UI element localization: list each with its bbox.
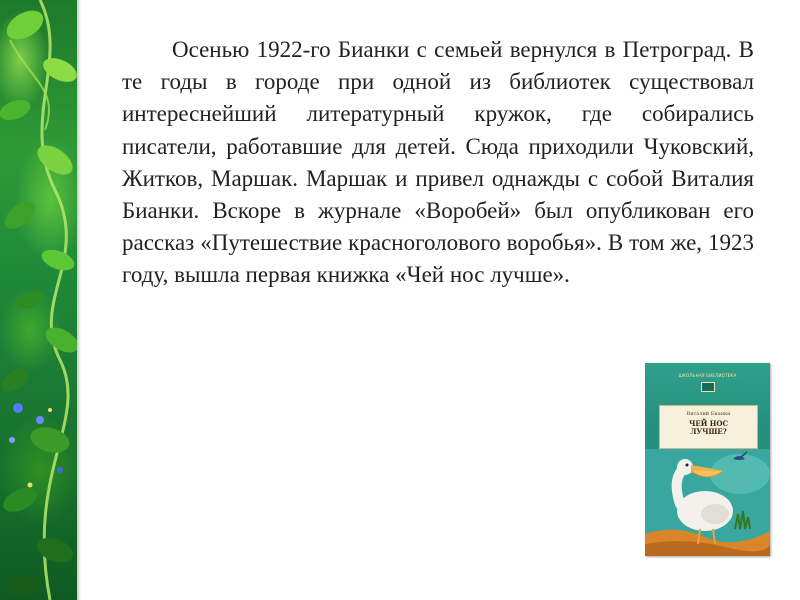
- pelican-illustration: [645, 449, 770, 556]
- book-cover-image: [645, 363, 770, 556]
- book-title-line-1: ЧЕЙ НОС: [688, 419, 729, 428]
- jungle-edge-shadow: [77, 0, 81, 600]
- book-emblem-icon: [701, 382, 715, 392]
- book-title-line-2: ЛУЧШЕ?: [690, 427, 727, 436]
- book-author: Виталий Бианки: [686, 411, 731, 417]
- main-paragraph: Осенью 1922-го Бианки с семьей вернулся в Петроград. В те годы в городе при одной из библиотек существовал интереснейший литературный кружок, где собирались писатели, работавшие для детей. Сюда приходили Чуковский, Житков, Маршак. Маршак и привел однажды с собой Виталия Бианки. Вскоре в журнале «Воробей» был опубликован его рассказ «Путешествие красноголового воробья». В том же, 1923 году, вышла первая книжка «Чей нос лучше».: [122, 37, 754, 288]
- vine-illustration: [0, 0, 77, 600]
- jungle-decoration: [0, 0, 77, 600]
- book-title: [660, 420, 757, 436]
- book-series-label: ШКОЛЬНАЯ БИБЛИОТЕКА: [678, 373, 737, 378]
- book-title-plate: [659, 405, 758, 449]
